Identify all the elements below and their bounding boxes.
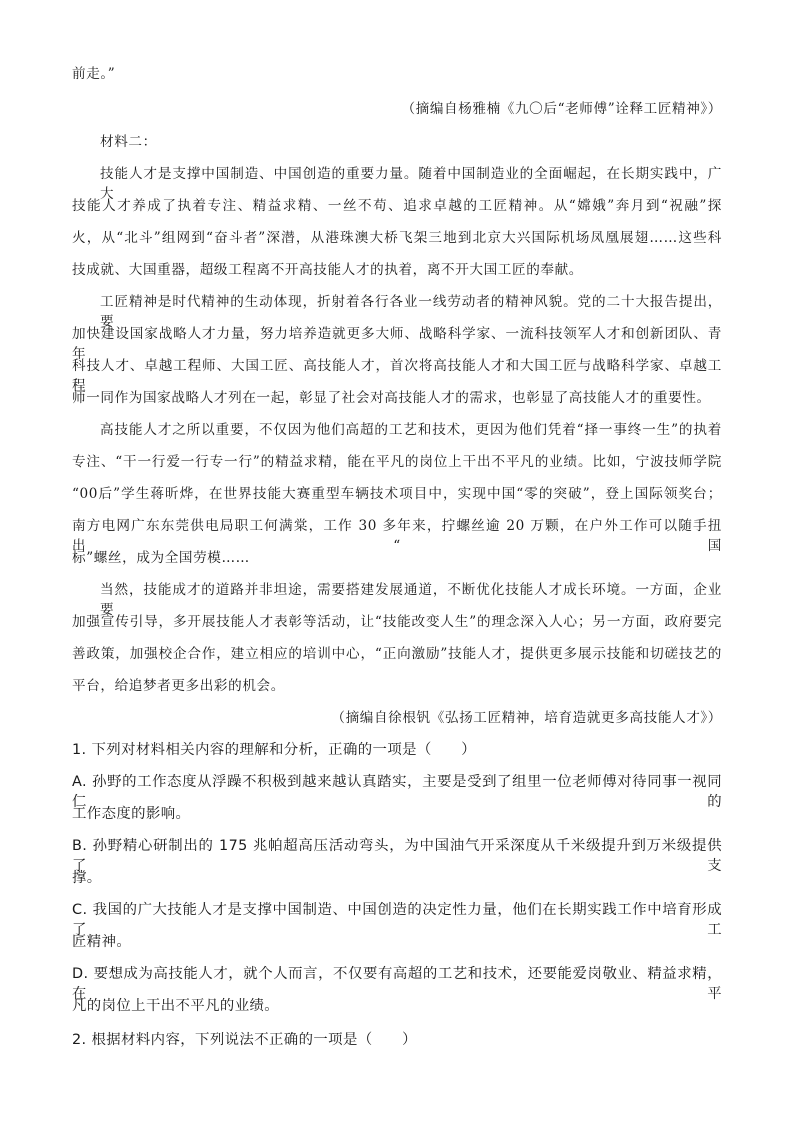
question-1-option-b-line-2: 撑。	[72, 870, 102, 886]
question-1-option-d-line-2: 凡的岗位上干出不平凡的业绩。	[72, 998, 280, 1014]
question-1-option-d-line-1: D. 要想成为高技能人才，就个人而言，不仅要有高超的工艺和技术，还要能爱岗敬业、精益求精，在平	[72, 966, 722, 1002]
p2-line-2: 加快建设国家战略人才力量，努力培养造就更多大师、战略科学家、一流科技领军人才和创新团队、青年	[72, 326, 722, 362]
p1-line-3: 火，从“北斗”组网到“奋斗者”深潜，从港珠澳大桥飞架三地到北京大兴国际机场凤凰展翅……这些科	[72, 230, 722, 246]
p1-line-1: 技能人才是支撑中国制造、中国创造的重要力量。随着中国制造业的全面崛起，在长期实践中，广大	[100, 166, 722, 202]
p2-line-3: 科技人才、卓越工程师、大国工匠、高技能人才，首次将高技能人才和大国工匠与战略科学家、卓越工程	[72, 358, 722, 394]
question-1-option-b-line-1: B. 孙野精心研制出的 175 兆帕超高压活动弯头，为中国油气开采深度从千米级提升到万米级提供了支	[72, 838, 722, 874]
material1-closing-line: 前走。”	[72, 66, 116, 82]
p4-line-2: 加强宣传引导，多开展技能人才表彰等活动，让“技能改变人生”的理念深入人心；另一方面，政府要完	[72, 614, 722, 630]
question-1-option-c-line-1: C. 我国的广大技能人才是支撑中国制造、中国创造的决定性力量，他们在长期实践工作中培育形成了工	[72, 902, 722, 938]
question-1-option-a-line-1: A. 孙野的工作态度从浮躁不积极到越来越认真踏实，主要是受到了组里一位老师傅对待同事一视同仁的	[72, 774, 722, 810]
p1-line-2: 技能人才养成了执着专注、精益求精、一丝不苟、追求卓越的工匠精神。从“嫦娥”奔月到“祝融”探	[72, 198, 722, 214]
p4-line-3: 善政策，加强校企合作，建立相应的培训中心，“正向激励”技能人才，提供更多展示技能和切磋技艺的	[72, 646, 722, 662]
p3-line-2: 专注、“干一行爱一行专一行”的精益求精，能在平凡的岗位上干出不平凡的业绩。比如，宁波技师学院	[72, 454, 722, 470]
p3-line-1: 高技能人才之所以重要，不仅因为他们高超的工艺和技术，更因为他们凭着“择一事终一生”的执着	[100, 422, 722, 438]
p4-line-1: 当然，技能成才的道路并非坦途，需要搭建发展通道，不断优化技能人才成长环境。一方面，企业要	[100, 582, 722, 618]
p1-line-4: 技成就、大国重器，超级工程离不开高技能人才的执着，离不开大国工匠的奉献。	[72, 262, 583, 278]
p4-line-4: 平台，给追梦者更多出彩的机会。	[72, 678, 285, 694]
question-2-stem: 2. 根据材料内容，下列说法不正确的一项是（ ）	[72, 1032, 417, 1048]
material2-heading: 材料二：	[100, 134, 157, 150]
p3-line-5: 标”螺丝，成为全国劳模……	[72, 550, 250, 566]
p2-line-1: 工匠精神是时代精神的生动体现，折射着各行各业一线劳动者的精神风貌。党的二十大报告提出，要	[100, 294, 722, 330]
p3-line-3: “00后”学生蒋昕烨，在世界技能大赛重型车辆技术项目中，实现中国“零的突破”，登上国际领奖台；	[72, 486, 722, 502]
material1-source: （摘编自杨雅楠《九〇后“老师傅”诠释工匠精神》）	[401, 101, 722, 117]
question-1-stem: 1. 下列对材料相关内容的理解和分析，正确的一项是（ ）	[72, 742, 477, 758]
material2-source: （摘编自徐根钒《弘扬工匠精神，培育造就更多高技能人才》）	[331, 710, 722, 726]
question-1-option-c-line-2: 匠精神。	[72, 934, 132, 950]
question-1-option-a-line-2: 工作态度的影响。	[72, 806, 191, 822]
p3-line-4: 南方电网广东东莞供电局职工何满棠，工作 30 多年来，拧螺丝逾 20 万颗，在户外工作可以随手扭出“国	[72, 518, 722, 554]
p2-line-4: 师一同作为国家战略人才列在一起，彰显了社会对高技能人才的需求，也彰显了高技能人才的重要性。	[72, 390, 711, 406]
